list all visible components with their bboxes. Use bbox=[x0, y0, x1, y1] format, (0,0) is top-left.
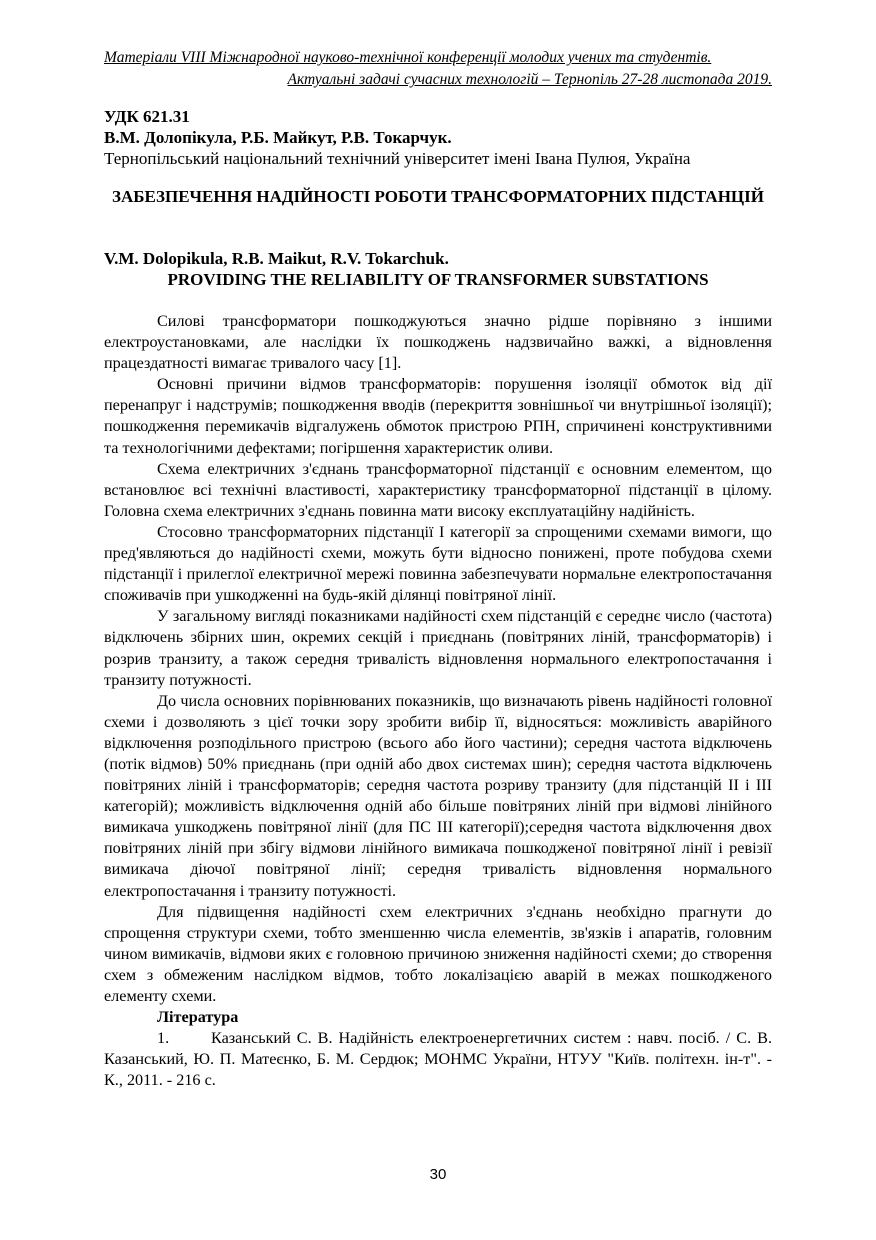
title-english: PROVIDING THE RELIABILITY OF TRANSFORMER SUBSTATIONS bbox=[167, 270, 709, 289]
body-paragraph: У загальному вигляді показниками надійності схем підстанцій є середнє число (частота) відключень збірних шин, окремих секцій і приєднань (повітряних ліній, трансформаторів) і розрив транзиту, а також середня тривалість відновлення нормального електропостачання і транзиту потужності. bbox=[104, 607, 772, 689]
authors-ukrainian: В.М. Долопікула, Р.Б. Майкут, Р.В. Токарчук. bbox=[104, 128, 452, 147]
body-paragraph: Основні причини відмов трансформаторів: порушення ізоляції обмоток від дії перенапруг і надструмів; пошкодження вводів (перекриття зовнішньої чи внутрішньої ізоляції); пошкодження перемикачів відгалужень обмоток пристрою РПН, спричинені конструктивними та технологічними дефектами; погіршення характеристик оливи. bbox=[104, 375, 772, 457]
literature-heading: Література bbox=[157, 1008, 239, 1027]
reference-item bbox=[104, 1028, 772, 1091]
body-paragraph: Силові трансформатори пошкоджуються значно рідше порівняно з іншими електроустановками, але наслідки їх пошкоджень надзвичайно важкі, а відновлення працездатності вимагає тривалого часу [1]. bbox=[104, 312, 772, 373]
body-paragraph: Для підвищення надійності схем електричних з'єднань необхідно прагнути до спрощення структури схеми, тобто зменшенню числа елементів, зв'язків і апаратів, головним чином вимикачів, відмови яких є головною причиною зниження надійності схеми; до створення схем з обмеженим наслідком відмов, тобто локалізацією аварій в межах пошкодженого елементу схеми. bbox=[104, 902, 772, 1005]
udc-code: УДК 621.31 bbox=[104, 107, 190, 126]
authors-english: V.M. Dolopikula, R.B. Maikut, R.V. Tokarchuk. bbox=[104, 249, 449, 268]
affiliation: Тернопільський національний технічний університет імені Івана Пулюя, Україна bbox=[104, 149, 691, 168]
reference-text: Казанський С. В. Надійність електроенергетичних систем : навч. посіб. / С. В. Казанський, Ю. П. Матеєнко, Б. М. Сердюк; МОНМС України, НТУУ "Київ. політехн. ін-т". - К., 2011. - 216 с. bbox=[104, 1029, 772, 1090]
body-paragraph: Схема електричних з'єднань трансформаторної підстанції є основним елементом, що встановлює всі технічні властивості, характеристику трансформаторної підстанції в цілому. Головна схема електричних з'єднань повинна мати високу експлуатаційну надійність. bbox=[104, 459, 772, 520]
conference-header-line-1: Матеріали VIII Міжнародної науково-технічної конференції молодих учених та студентів. bbox=[104, 49, 712, 66]
conference-header-line-2: Актуальні задачі сучасних технологій – Тернопіль 27-28 листопада 2019. bbox=[287, 71, 772, 88]
title-ukrainian: ЗАБЕЗПЕЧЕННЯ НАДІЙНОСТІ РОБОТИ ТРАНСФОРМАТОРНИХ ПІДСТАНЦІЙ bbox=[111, 187, 764, 206]
body-paragraph: До числа основних порівнюваних показників, що визначають рівень надійності головної схеми і дозволяють з цієї точки зору зробити вибір її, відносяться: можливість аварійного відключення розподільного пристрою (всього або його частини); середня частота відключень (потік відмов) 50% приєднань (при одній або двох системах шин); середня частота відключень повітряних ліній і трансформаторів; середня частота розриву транзиту (для підстанцій ІІ і ІІІ категорій); можливість відключення одній або більше повітряних ліній при відмові лінійного вимикача ушкоджень повітряної лінії (для ПС ІІІ категорії);середня частота відключення двох повітряних ліній при збігу відмови лінійного вимикача пошкодженої повітряної лінії і ревізії вимикача діючої повітряної лінії; середня тривалість відновлення нормального електропостачання і транзиту потужності. bbox=[104, 691, 772, 900]
page-number: 30 bbox=[429, 1166, 447, 1183]
body-paragraph: Стосовно трансформаторних підстанції І категорії за спрощеними схемами вимоги, що пред'являються до надійності схеми, можуть бути відносно понижені, проте побудова схеми підстанції і прилеглої електричної мережі повинна забезпечувати нормальне електропостачання споживачів при ушкодженні на будь-якій ділянці повітряної лінії. bbox=[104, 522, 772, 605]
reference-number: 1. bbox=[157, 1029, 170, 1048]
article-body bbox=[104, 311, 772, 1091]
